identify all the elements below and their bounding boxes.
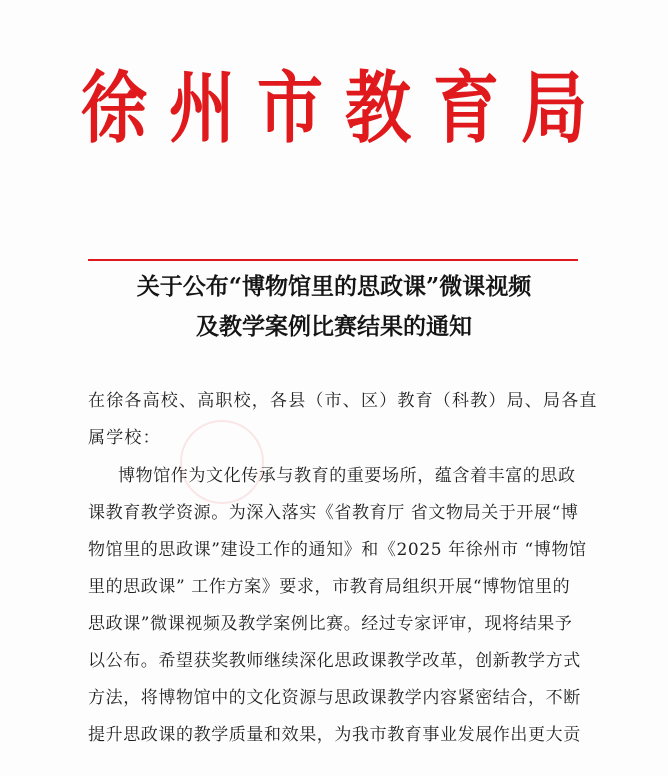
body-line: 思政课”微课视频及教学案例比赛。经过专家评审，现将结果予 [88, 614, 573, 634]
body-line: 以公布。希望获奖教师继续深化思政课教学改革，创新教学方式 [88, 651, 581, 671]
document-title-line-1: 关于公布“博物馆里的思政课”微课视频 [136, 273, 532, 300]
body-line: 里的思政课” 工作方案》要求，市教育局组织开展“博物馆里的 [88, 577, 571, 597]
body-line: 提升思政课的教学质量和效果，为我市教育事业发展作出更大贡 [88, 725, 581, 745]
issuer-masthead: 徐州市教育局 [81, 63, 609, 155]
red-divider-rule [88, 259, 578, 261]
body-line: 课教育教学资源。为深入落实《省教育厅 省文物局关于开展“博 [88, 503, 579, 523]
salutation-line-1: 在徐各高校、高职校，各县（市、区）教育（科教）局、局各直 [88, 391, 598, 411]
body-line: 博物馆作为文化传承与教育的重要场所，蕴含着丰富的思政 [118, 466, 576, 486]
salutation-line-2: 属学校： [88, 428, 161, 448]
body-line: 方法，将博物馆中的文化资源与思政课教学内容紧密结合，不断 [88, 688, 581, 708]
body-line: 物馆里的思政课”建设工作的通知》和《2025 年徐州市 “博物馆 [88, 540, 587, 560]
document-title-line-2: 及教学案例比赛结果的通知 [196, 313, 472, 340]
